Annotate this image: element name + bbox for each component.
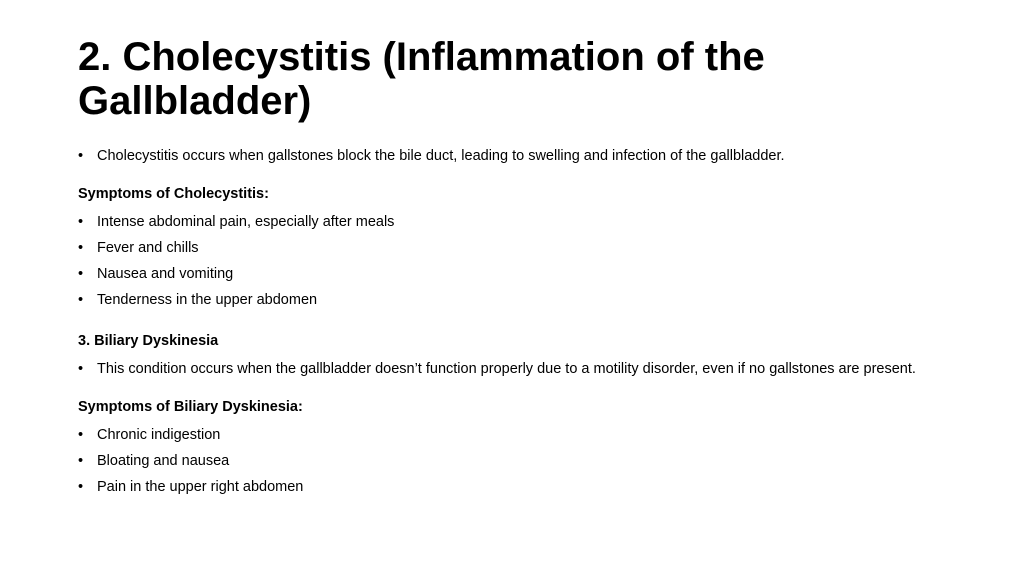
intro-list-2 — [78, 361, 944, 377]
bullet-icon: • — [78, 148, 84, 164]
list-item — [78, 292, 944, 308]
slide-title: 2. Cholecystitis (Inflammation of the Gallbladder) — [78, 35, 765, 123]
bullet-text: This condition occurs when the gallbladder doesn’t function properly due to a motility disorder, even if no gallstones are present. — [97, 361, 916, 377]
symptoms-block-biliary-dyskinesia — [78, 427, 944, 495]
list-item — [78, 361, 944, 377]
bullet-text: Chronic indigestion — [97, 427, 221, 443]
bullet-text: Nausea and vomiting — [97, 266, 234, 282]
bullet-icon: • — [78, 266, 84, 282]
bullet-icon: • — [78, 292, 84, 308]
bullet-text: Fever and chills — [97, 240, 199, 256]
bullet-text: Pain in the upper right abdomen — [97, 479, 304, 495]
slide-content — [78, 148, 944, 495]
intro-block — [78, 148, 944, 164]
list-item — [78, 240, 944, 256]
intro-list — [78, 148, 944, 164]
bullet-icon: • — [78, 240, 84, 256]
bullet-icon: • — [78, 479, 84, 495]
bullet-icon: • — [78, 427, 84, 443]
bullet-text: Intense abdominal pain, especially after meals — [97, 214, 395, 230]
intro-block-2 — [78, 361, 944, 377]
bullet-icon: • — [78, 453, 84, 469]
symptoms-list-cholecystitis — [78, 214, 944, 308]
bullet-text: Cholecystitis occurs when gallstones block the bile duct, leading to swelling and infection of the gallbladder. — [97, 148, 785, 164]
symptoms-list-biliary-dyskinesia — [78, 427, 944, 495]
bullet-text: Bloating and nausea — [97, 453, 230, 469]
symptoms-block-cholecystitis — [78, 214, 944, 308]
bullet-icon: • — [78, 361, 84, 377]
list-item — [78, 479, 944, 495]
bullet-text: Tenderness in the upper abdomen — [97, 292, 318, 308]
list-item — [78, 148, 944, 164]
list-item — [78, 453, 944, 469]
list-item — [78, 266, 944, 282]
symptoms-heading-biliary-dyskinesia: Symptoms of Biliary Dyskinesia: — [78, 399, 303, 415]
list-item — [78, 427, 944, 443]
section-heading-biliary-dyskinesia: 3. Biliary Dyskinesia — [78, 333, 219, 349]
list-item — [78, 214, 944, 230]
bullet-icon: • — [78, 214, 84, 230]
symptoms-heading-cholecystitis: Symptoms of Cholecystitis: — [78, 186, 269, 202]
